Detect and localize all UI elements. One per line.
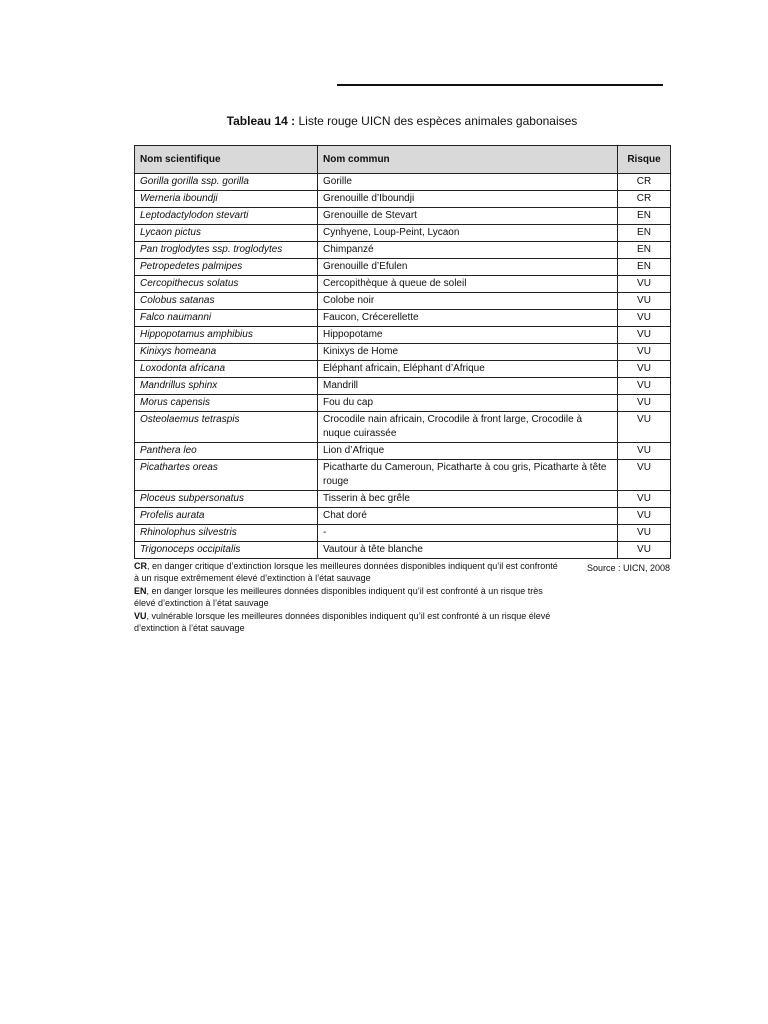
table-title-text: Liste rouge UICN des espèces animales gabonaises [295,114,578,128]
table-row [135,276,671,293]
scientific-name-cell: Osteolaemus tetraspis [135,412,318,443]
common-name-cell: Tisserin à bec grêle [318,491,618,508]
common-name-cell: Faucon, Crécerellette [318,310,618,327]
table-row [135,491,671,508]
risk-definition-text: , vulnérable lorsque les meilleures données disponibles indiquent qu’il est confronté à un risque élevé d’extinction à l’état sauvage [134,611,551,633]
risk-cell: VU [618,508,671,525]
table-row [135,327,671,344]
common-name-cell: Crocodile nain africain, Crocodile à front large, Crocodile à nuque cuirassée [318,412,618,443]
risk-code: EN [134,586,147,596]
risk-code: VU [134,611,147,621]
risk-cell: VU [618,525,671,542]
table-title [134,113,670,129]
table-row [135,259,671,276]
common-name-cell: Cynhyene, Loup-Peint, Lycaon [318,225,618,242]
risk-cell: VU [618,542,671,559]
scientific-name-cell: Morus capensis [135,395,318,412]
table-row [135,242,671,259]
table-row [135,361,671,378]
table-row [135,310,671,327]
common-name-cell: Mandrill [318,378,618,395]
risk-cell: VU [618,412,671,443]
species-table-body [135,174,671,559]
scientific-name-cell: Picathartes oreas [135,460,318,491]
common-name-cell: Grenouille d’Iboundji [318,191,618,208]
scientific-name-cell: Panthera leo [135,443,318,460]
header-risk: Risque [618,146,671,174]
risk-code: CR [134,561,147,571]
scientific-name-cell: Gorilla gorilla ssp. gorilla [135,174,318,191]
risk-cell: VU [618,378,671,395]
scientific-name-cell: Petropedetes palmipes [135,259,318,276]
risk-cell: VU [618,310,671,327]
common-name-cell: Grenouille d’Efulen [318,259,618,276]
table-row [135,395,671,412]
header-common-name: Nom commun [318,146,618,174]
common-name-cell: Grenouille de Stevart [318,208,618,225]
scientific-name-cell: Rhinolophus silvestris [135,525,318,542]
risk-cell: VU [618,344,671,361]
table-row [135,412,671,443]
table-header-row [135,146,671,174]
scientific-name-cell: Ploceus subpersonatus [135,491,318,508]
common-name-cell: Hippopotame [318,327,618,344]
scientific-name-cell: Profelis aurata [135,508,318,525]
table-row [135,460,671,491]
table-row [135,293,671,310]
scientific-name-cell: Colobus satanas [135,293,318,310]
risk-cell: VU [618,395,671,412]
risk-definition-text: , en danger critique d’extinction lorsque les meilleures données disponibles indiquent qu’il est confronté à un risque extrêmement élevé d’extinction à l’état sauvage [134,561,558,583]
risk-cell: EN [618,208,671,225]
table-row [135,344,671,361]
table-row [135,443,671,460]
table-row [135,542,671,559]
risk-cell: VU [618,443,671,460]
common-name-cell: Picatharte du Cameroun, Picatharte à cou gris, Picatharte à tête rouge [318,460,618,491]
common-name-cell: Vautour à tête blanche [318,542,618,559]
risk-definition [134,560,564,584]
scientific-name-cell: Kinixys homeana [135,344,318,361]
top-rule [337,84,663,86]
risk-cell: VU [618,327,671,344]
scientific-name-cell: Loxodonta africana [135,361,318,378]
common-name-cell: Chimpanzé [318,242,618,259]
risk-cell: EN [618,225,671,242]
scientific-name-cell: Lycaon pictus [135,225,318,242]
scientific-name-cell: Falco naumanni [135,310,318,327]
scientific-name-cell: Pan troglodytes ssp. troglodytes [135,242,318,259]
species-table [134,145,671,559]
risk-cell: VU [618,276,671,293]
common-name-cell: Fou du cap [318,395,618,412]
table-row [135,378,671,395]
risk-cell: CR [618,191,671,208]
risk-definition [134,610,564,634]
scientific-name-cell: Leptodactylodon stevarti [135,208,318,225]
common-name-cell: Gorille [318,174,618,191]
common-name-cell: Chat doré [318,508,618,525]
scientific-name-cell: Werneria iboundji [135,191,318,208]
common-name-cell: Lion d’Afrique [318,443,618,460]
risk-cell: EN [618,259,671,276]
table-row [135,191,671,208]
risk-cell: CR [618,174,671,191]
common-name-cell: Colobe noir [318,293,618,310]
risk-cell: VU [618,460,671,491]
risk-cell: EN [618,242,671,259]
risk-cell: VU [618,293,671,310]
scientific-name-cell: Cercopithecus solatus [135,276,318,293]
scientific-name-cell: Hippopotamus amphibius [135,327,318,344]
common-name-cell: - [318,525,618,542]
table-row [135,225,671,242]
risk-cell: VU [618,361,671,378]
header-scientific-name: Nom scientifique [135,146,318,174]
table-title-label: Tableau 14 : [226,114,296,128]
table-row [135,208,671,225]
risk-definitions [134,560,564,635]
common-name-cell: Kinixys de Home [318,344,618,361]
risk-definition [134,585,564,609]
risk-cell: VU [618,491,671,508]
common-name-cell: Eléphant africain, Eléphant d’Afrique [318,361,618,378]
scientific-name-cell: Mandrillus sphinx [135,378,318,395]
table-row [135,508,671,525]
scientific-name-cell: Trigonoceps occipitalis [135,542,318,559]
source-note: Source : UICN, 2008 [586,563,670,573]
risk-definition-text: , en danger lorsque les meilleures données disponibles indiquent qu’il est confronté à un risque très élevé d’extinction à l’état sauvage [134,586,543,608]
table-row [135,174,671,191]
table-row [135,525,671,542]
common-name-cell: Cercopithèque à queue de soleil [318,276,618,293]
